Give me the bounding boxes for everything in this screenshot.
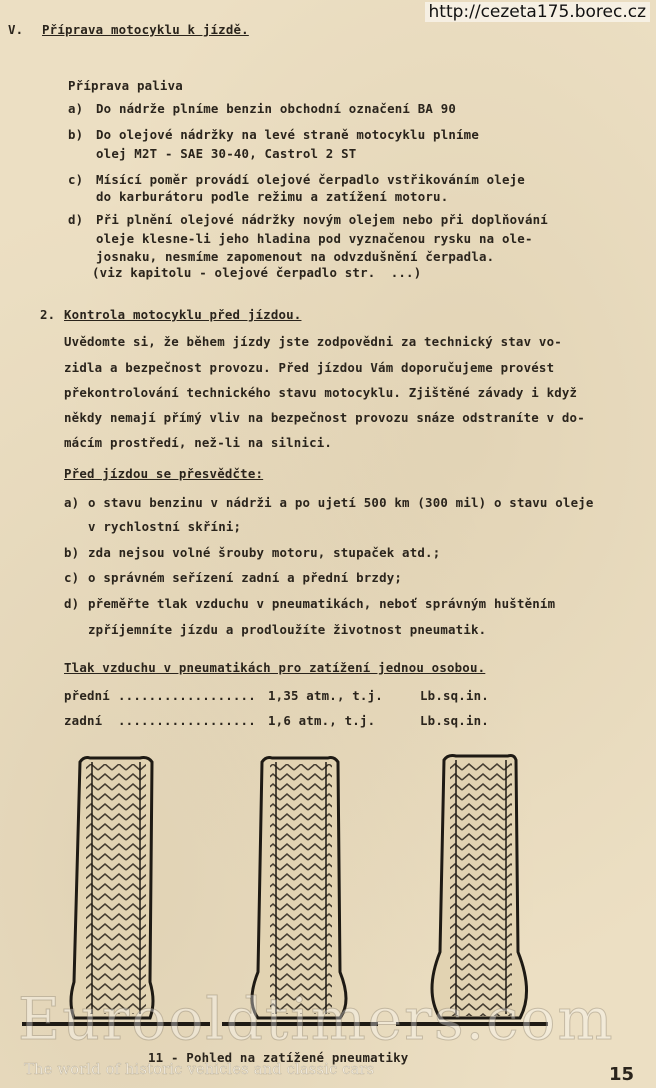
check-item-marker: d): [64, 596, 80, 611]
fuel-item-line: do karburátoru podle režimu a zatížení motoru.: [96, 189, 449, 204]
pressure-heading: Tlak vzduchu v pneumatikách pro zatížení jednou osobou.: [64, 660, 486, 675]
fuel-item-line: (viz kapitolu - olejové čerpadlo str. ...): [92, 265, 422, 280]
pressure-value: 1,35 atm., t.j.: [268, 688, 383, 703]
check-number: 2.: [40, 307, 56, 322]
figure-caption: 11 - Pohled na zatížené pneumatiky: [148, 1050, 409, 1065]
pressure-dots: ..................: [118, 688, 256, 703]
check-paragraph-line: Uvědomte si, že během jízdy jste zodpovědni za technický stav vo-: [64, 334, 562, 349]
fuel-item-marker: d): [68, 212, 84, 227]
fuel-item-line: oleje klesne-li jeho hladina pod vyznačenou rysku na ole-: [96, 231, 533, 246]
fuel-item-marker: a): [68, 101, 84, 116]
fuel-item-line: Mísící poměr provádí olejové čerpadlo vstřikováním oleje: [96, 172, 525, 187]
tire-middle: [252, 758, 346, 1019]
fuel-item-marker: c): [68, 172, 84, 187]
check-item-line: v rychlostní skříni;: [88, 519, 242, 534]
logo-tagline: The world of historic vehicles and classic cars: [24, 1060, 375, 1078]
check-item-marker: c): [64, 570, 80, 585]
pressure-dots: ..................: [118, 713, 256, 728]
check-item-line: zda nejsou volné šrouby motoru, stupaček atd.;: [88, 545, 441, 560]
check-item-line: o stavu benzinu v nádrži a po ujetí 500 km (300 mil) o stavu oleje: [88, 495, 594, 510]
fuel-heading: Příprava paliva: [68, 78, 183, 93]
source-url-watermark: http://cezeta175.borec.cz: [425, 2, 651, 22]
pressure-label: přední: [64, 688, 110, 703]
section-number: V.: [8, 22, 24, 37]
tire-right: [432, 756, 527, 1019]
tire-left: [71, 758, 153, 1019]
check-item-line: zpříjemníte jízdu a prodloužíte životnost pneumatik.: [88, 622, 487, 637]
page-number: 15: [608, 1064, 634, 1085]
fuel-item-line: olej M2T - SAE 30-40, Castrol 2 ST: [96, 146, 357, 161]
check-item-marker: b): [64, 545, 80, 560]
check-paragraph-line: zidla a bezpečnost provozu. Před jízdou Vám doporučujeme provést: [64, 360, 555, 375]
pressure-label: zadní: [64, 713, 103, 728]
pressure-unit: Lb.sq.in.: [420, 688, 489, 703]
check-heading: Kontrola motocyklu před jízdou.: [64, 307, 302, 322]
check-paragraph-line: překontrolování technického stavu motocyklu. Zjištěné závady i když: [64, 385, 578, 400]
fuel-item-line: Do nádrže plníme benzin obchodní označení BA 90: [96, 101, 457, 116]
logo-watermark: Eurooldtimers.com: [18, 985, 615, 1053]
section-title: Příprava motocyklu k jízdě.: [42, 22, 249, 37]
pressure-value: 1,6 atm., t.j.: [268, 713, 376, 728]
check-paragraph-line: mácím prostředí, než-li na silnici.: [64, 435, 333, 450]
fuel-item-line: Při plnění olejové nádržky novým olejem nebo při doplňování: [96, 212, 548, 227]
fuel-item-line: Do olejové nádržky na levé straně motocyklu plníme: [96, 127, 479, 142]
check-paragraph-line: někdy nemají přímý vliv na bezpečnost provozu snáze odstraníte v do-: [64, 410, 585, 425]
check-item-marker: a): [64, 495, 80, 510]
check-item-line: o správném seřízení zadní a přední brzdy;: [88, 570, 403, 585]
check-subheading: Před jízdou se přesvědčte:: [64, 466, 264, 481]
pressure-unit: Lb.sq.in.: [420, 713, 489, 728]
fuel-item-line: josnaku, nesmíme zapomenout na odvzdušnění čerpadla.: [96, 249, 495, 264]
fuel-item-marker: b): [68, 127, 84, 142]
check-item-line: přeměřte tlak vzduchu v pneumatikách, neboť správným huštěním: [88, 596, 556, 611]
